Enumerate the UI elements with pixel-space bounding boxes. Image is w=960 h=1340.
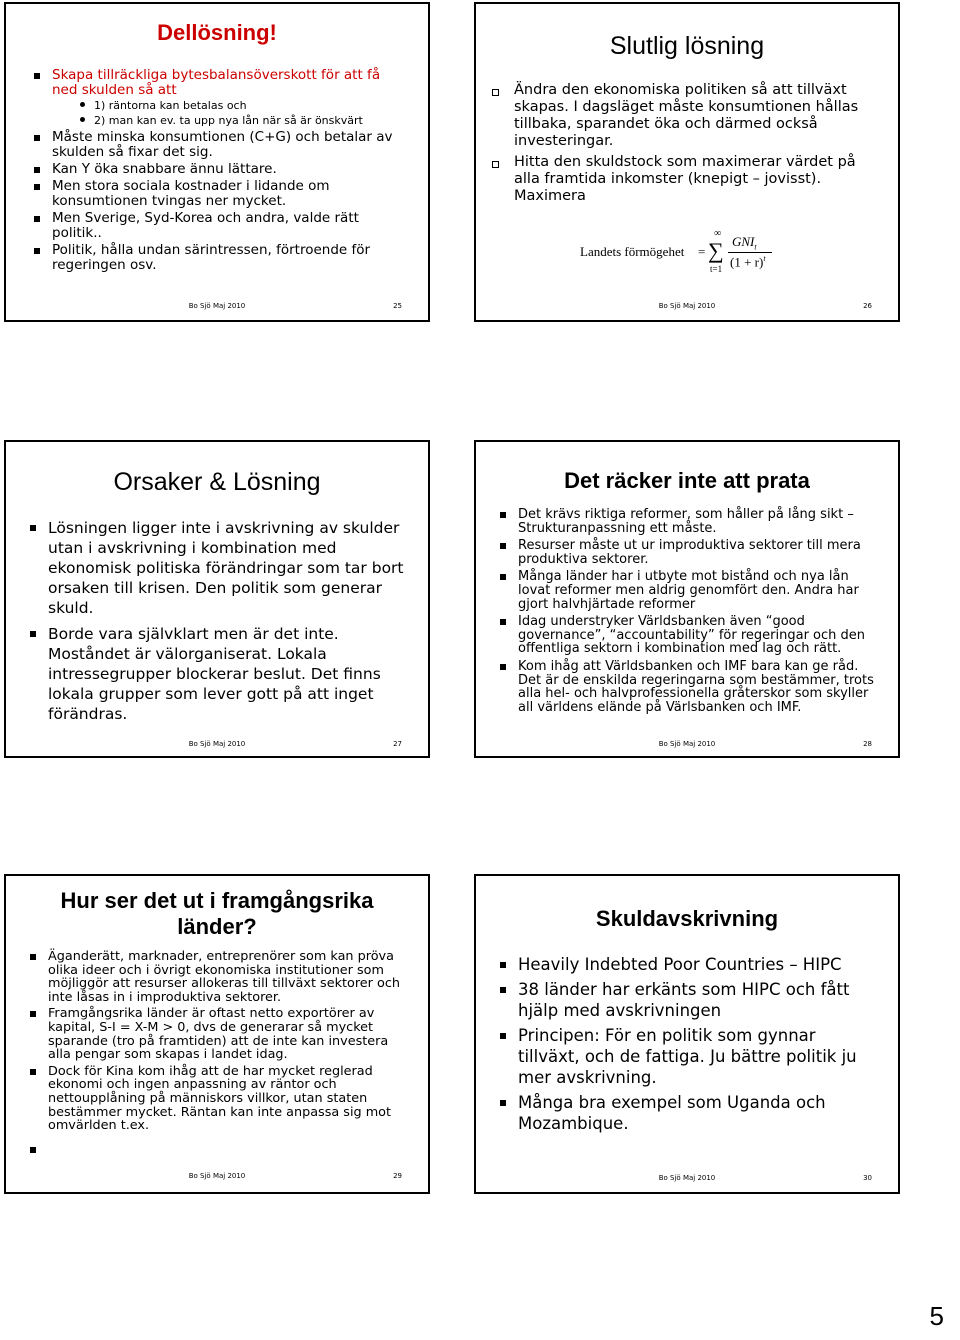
sub-item: 2) man kan ev. ta upp nya lån när så är önskvärt [78,113,400,128]
bullet-list [26,950,406,1153]
slide-title: Skuldavskrivning [595,906,779,931]
slide-title: Det räcker inte att prata [564,468,810,493]
slide-number: 29 [393,1172,402,1180]
list-item: Heavily Indebted Poor Countries – HIPC [496,954,878,975]
slide-30 [474,874,900,1194]
footer-author: Bo Sjö Maj 2010 [188,740,246,748]
list-item: Framgångsrika länder är oftast netto exportörer av kapital, S-I = X-M > 0, dvs de generarar så mycket sparande (tro på framtiden) att de inte kan investera alla pengar som skapas i landet idag. [26,1007,406,1061]
footer-author: Bo Sjö Maj 2010 [658,302,716,310]
formula-upper-limit: ∞ [714,228,722,239]
slide-27 [4,440,430,758]
list-item: Hitta den skuldstock som maximerar värdet på alla framtida inkomster (knepigt – jovisst). Maximera [490,154,868,205]
slide-title: Orsaker & Lösning [113,468,321,496]
list-item: Många länder har i utbyte mot bistånd och nya lån lovat reformer men aldrig genomfört den. Andra har gjort halvhjärtade reformer [496,570,874,611]
sub-list [52,98,400,128]
bullet-list [30,68,400,273]
list-item: 38 länder har erkänts som HIPC och fått hjälp med avskrivningen [496,979,878,1021]
list-item: Resurser måste ut ur improduktiva sektorer till mera produktiva sektorer. [496,539,874,566]
sub-item: 1) räntorna kan betalas och [78,98,400,113]
footer-author: Bo Sjö Maj 2010 [188,1172,246,1180]
footer-author: Bo Sjö Maj 2010 [658,740,716,748]
bullet-list [496,508,874,714]
slide-title: Slutlig lösning [609,32,765,60]
list-item: Borde vara självklart men är det inte. Moståndet är välorganiserat. Lokala intressegrupper blockerar beslut. Det finns lokala grupper som lever gott på att inget förändras. [26,624,408,724]
slide-title: Hur ser det ut i framgångsrika länder? [60,888,374,939]
slide-28 [474,440,900,758]
slide-number: 28 [863,740,872,748]
bullet-list [490,82,868,205]
formula-lhs: Landets förmögehet [580,244,685,259]
list-item: Men stora sociala kostnader i lidande om konsumtionen tvingas ner mycket. [30,179,400,209]
list-item: Många bra exempel som Uganda och Mozambique. [496,1092,878,1134]
footer-author: Bo Sjö Maj 2010 [188,302,246,310]
formula-lower-limit: t=1 [710,264,723,274]
formula-denominator: $(1 + r)^t$ [730,254,766,270]
slide-29 [4,874,430,1194]
list-item: Kom ihåg att Världsbanken och IMF bara kan ge råd. Det är de enskilda regeringarna som bestämmer, trots alla hel- och halvprofessionella gråterskor som skyller all världens elände på Värlsbanken och IMF. [496,660,874,714]
list-item [26,1143,406,1153]
slide-number: 26 [863,302,872,310]
list-item: Äganderätt, marknader, entreprenörer som kan pröva olika ideer och i övrigt ekonomiska institutioner som möjliggör att resurser allokeras till tillväxt sektorer och inte låsas in i improduktiva sektorer. [26,950,406,1004]
formula [580,228,780,282]
list-item: Kan Y öka snabbare ännu lättare. [30,162,400,177]
list-item: Men Sverige, Syd-Korea och andra, valde rätt politik.. [30,211,400,241]
slide-number: 25 [393,302,402,310]
formula-numerator: $GNI_t$ [732,234,757,252]
list-item: Ändra den ekonomiska politiken så att tillväxt skapas. I dagsläget måste konsumtionen hållas tillbaka, sparandet öka och därmed också investeringar. [490,82,868,150]
list-item: Lösningen ligger inte i avskrivning av skulder utan i avskrivning i kombination med ekonomisk politiska förändringar som tar bort orsaken till krisen. Den politik som generar skuld. [26,518,408,618]
list-item: Politik, hålla undan särintressen, förtroende för regeringen osv. [30,243,400,273]
slide-title: Dellösning! [157,20,277,45]
formula-equals: = [698,244,706,259]
slide-25 [4,2,430,322]
list-item: Idag understryker Världsbanken även “good governance”, “accountability” för regeringar och den offentliga sektorn i kombination med lag och rätt. [496,615,874,656]
list-item: Måste minska konsumtionen (C+G) och betalar av skulden så fixar det sig. [30,130,400,160]
list-item: Skapa tillräckliga bytesbalansöverskott för att få ned skulden så att 1) räntorna kan betalas och 2) man kan ev. ta upp nya lån när så är önskvärt [30,68,400,128]
bullet-list [26,518,408,724]
footer-author: Bo Sjö Maj 2010 [658,1174,716,1182]
list-item: Principen: För en politik som gynnar tillväxt, och de fattiga. Ju bättre politik ju mer avskrivning. [496,1025,878,1088]
fraction-bar [728,252,772,253]
slide-number: 30 [863,1174,872,1182]
slide-26 [474,2,900,322]
summation-icon: ∑ [708,238,724,263]
page-number: 5 [929,1301,944,1331]
list-item: Det krävs riktiga reformer, som håller på lång sikt – Strukturanpassning ett måste. [496,508,874,535]
list-item: Dock för Kina kom ihåg att de har mycket reglerad ekonomi och ingen anpassning av räntor och nettoupplåning på människors villkor, utan staten bestämmer mycket. Räntan kan inte anpassa sig mot omvärlden t.ex. [26,1065,406,1133]
slide-number: 27 [393,740,402,748]
bullet-list [496,954,878,1134]
